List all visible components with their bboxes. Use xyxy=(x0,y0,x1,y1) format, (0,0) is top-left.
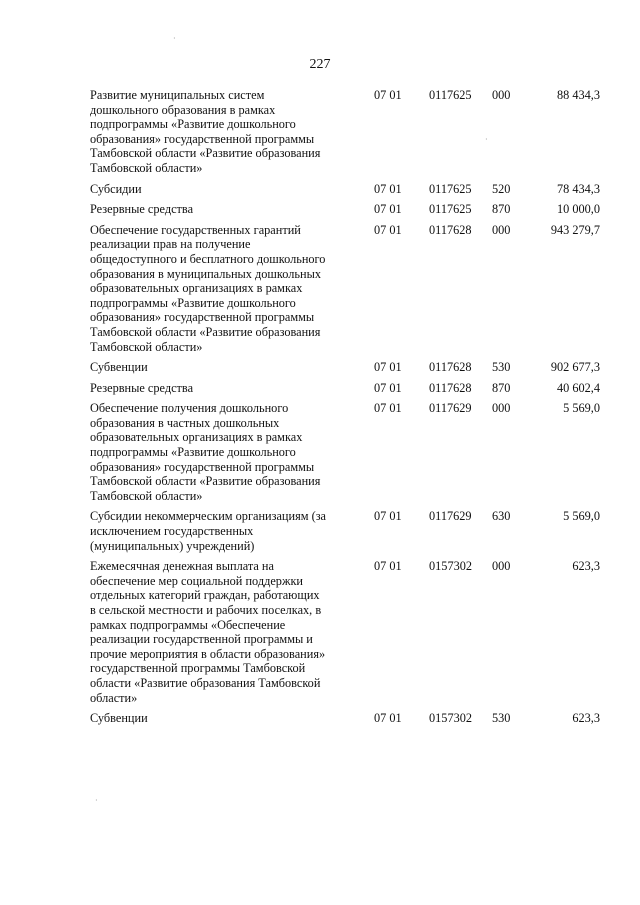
row-target-code: 0117628 xyxy=(429,360,472,375)
budget-table xyxy=(90,88,600,732)
row-section-code: 07 01 xyxy=(374,711,402,726)
page-number: 227 xyxy=(309,57,331,72)
table-row xyxy=(90,88,600,176)
row-target-code: 0157302 xyxy=(429,711,473,726)
row-expense-kind: 870 xyxy=(492,202,511,217)
row-section-code: 07 01 xyxy=(374,181,402,196)
row-target-code: 0117625 xyxy=(429,88,472,102)
row-description: Обеспечение государственных гарантий реализации прав на получение общедоступного и бесплатного дошкольного образования в муниципальных дошкольных образовательных организациях в рамках подпрограммы «Развитие дошкольного образования» государственной программы Тамбовской области «Развитие образования Тамбовской области» xyxy=(90,222,326,354)
row-description: Обеспечение получения дошкольного образования в частных дошкольных образовательных организациях в рамках подпрограммы «Развитие дошкольного образования» государственной программы Тамбовской области «Развитие образования Тамбовской области» xyxy=(90,401,321,503)
row-expense-kind: 000 xyxy=(492,401,511,416)
row-description: Резервные средства xyxy=(90,202,194,217)
table-row xyxy=(90,223,600,354)
row-expense-kind: 000 xyxy=(492,88,511,102)
row-target-code: 0117628 xyxy=(429,380,472,395)
row-description: Субсидии xyxy=(90,181,142,196)
table-row xyxy=(90,509,600,553)
row-section-code: 07 01 xyxy=(374,509,402,524)
row-expense-kind: 630 xyxy=(492,509,511,524)
row-description: Резервные средства xyxy=(90,380,194,395)
row-target-code: 0117625 xyxy=(429,181,472,196)
row-target-code: 0117625 xyxy=(429,202,472,217)
row-target-code: 0117629 xyxy=(429,509,472,524)
row-description: Ежемесячная денежная выплата на обеспечение мер социальной поддержки отдельных категорий граждан, работающих в сельской местности и рабочих поселках, в рамках подпрограммы «Обеспечение реализации государственной программы и прочие мероприятия в области образования» государственной программы Тамбовской области «Развитие образования Тамбовской области» xyxy=(90,559,326,705)
scan-speck: · xyxy=(173,34,176,43)
row-section-code: 07 01 xyxy=(374,360,402,375)
row-section-code: 07 01 xyxy=(374,222,402,237)
row-description: Развитие муниципальных систем дошкольного образования в рамках подпрограммы «Развитие дошкольного образования» государственной программы Тамбовской области «Развитие образования Тамбовской области» xyxy=(90,88,321,175)
row-target-code: 0157302 xyxy=(429,559,473,574)
row-target-code: 0117628 xyxy=(429,222,472,237)
table-row xyxy=(90,401,600,503)
table-row xyxy=(90,559,600,705)
row-expense-kind: 870 xyxy=(492,380,511,395)
row-amount: 623,3 xyxy=(572,559,600,574)
table-row xyxy=(90,202,600,217)
row-amount: 10 000,0 xyxy=(556,202,600,217)
row-expense-kind: 000 xyxy=(492,222,511,237)
row-expense-kind: 000 xyxy=(492,559,511,574)
scan-speck: · xyxy=(485,135,488,144)
row-amount: 943 279,7 xyxy=(550,222,600,237)
row-amount: 40 602,4 xyxy=(556,380,600,395)
row-amount: 78 434,3 xyxy=(556,181,600,196)
row-description: Субсидии некоммерческим организациям (за исключением государственных (муниципальных) учреждений) xyxy=(90,509,327,553)
row-amount: 902 677,3 xyxy=(550,360,600,375)
row-section-code: 07 01 xyxy=(374,401,402,416)
table-row xyxy=(90,381,600,396)
row-target-code: 0117629 xyxy=(429,401,472,416)
scan-speck: · xyxy=(95,796,98,805)
row-section-code: 07 01 xyxy=(374,202,402,217)
row-section-code: 07 01 xyxy=(374,559,402,574)
row-expense-kind: 530 xyxy=(492,360,511,375)
row-section-code: 07 01 xyxy=(374,88,402,102)
row-amount: 88 434,3 xyxy=(556,88,600,102)
row-amount: 623,3 xyxy=(572,711,600,726)
row-expense-kind: 530 xyxy=(492,711,511,726)
row-amount: 5 569,0 xyxy=(563,509,600,524)
row-expense-kind: 520 xyxy=(492,181,511,196)
table-row xyxy=(90,711,600,726)
row-amount: 5 569,0 xyxy=(563,401,600,416)
row-description: Субвенции xyxy=(90,360,148,375)
row-description: Субвенции xyxy=(90,711,148,726)
table-row xyxy=(90,182,600,197)
table-row xyxy=(90,360,600,375)
row-section-code: 07 01 xyxy=(374,380,402,395)
